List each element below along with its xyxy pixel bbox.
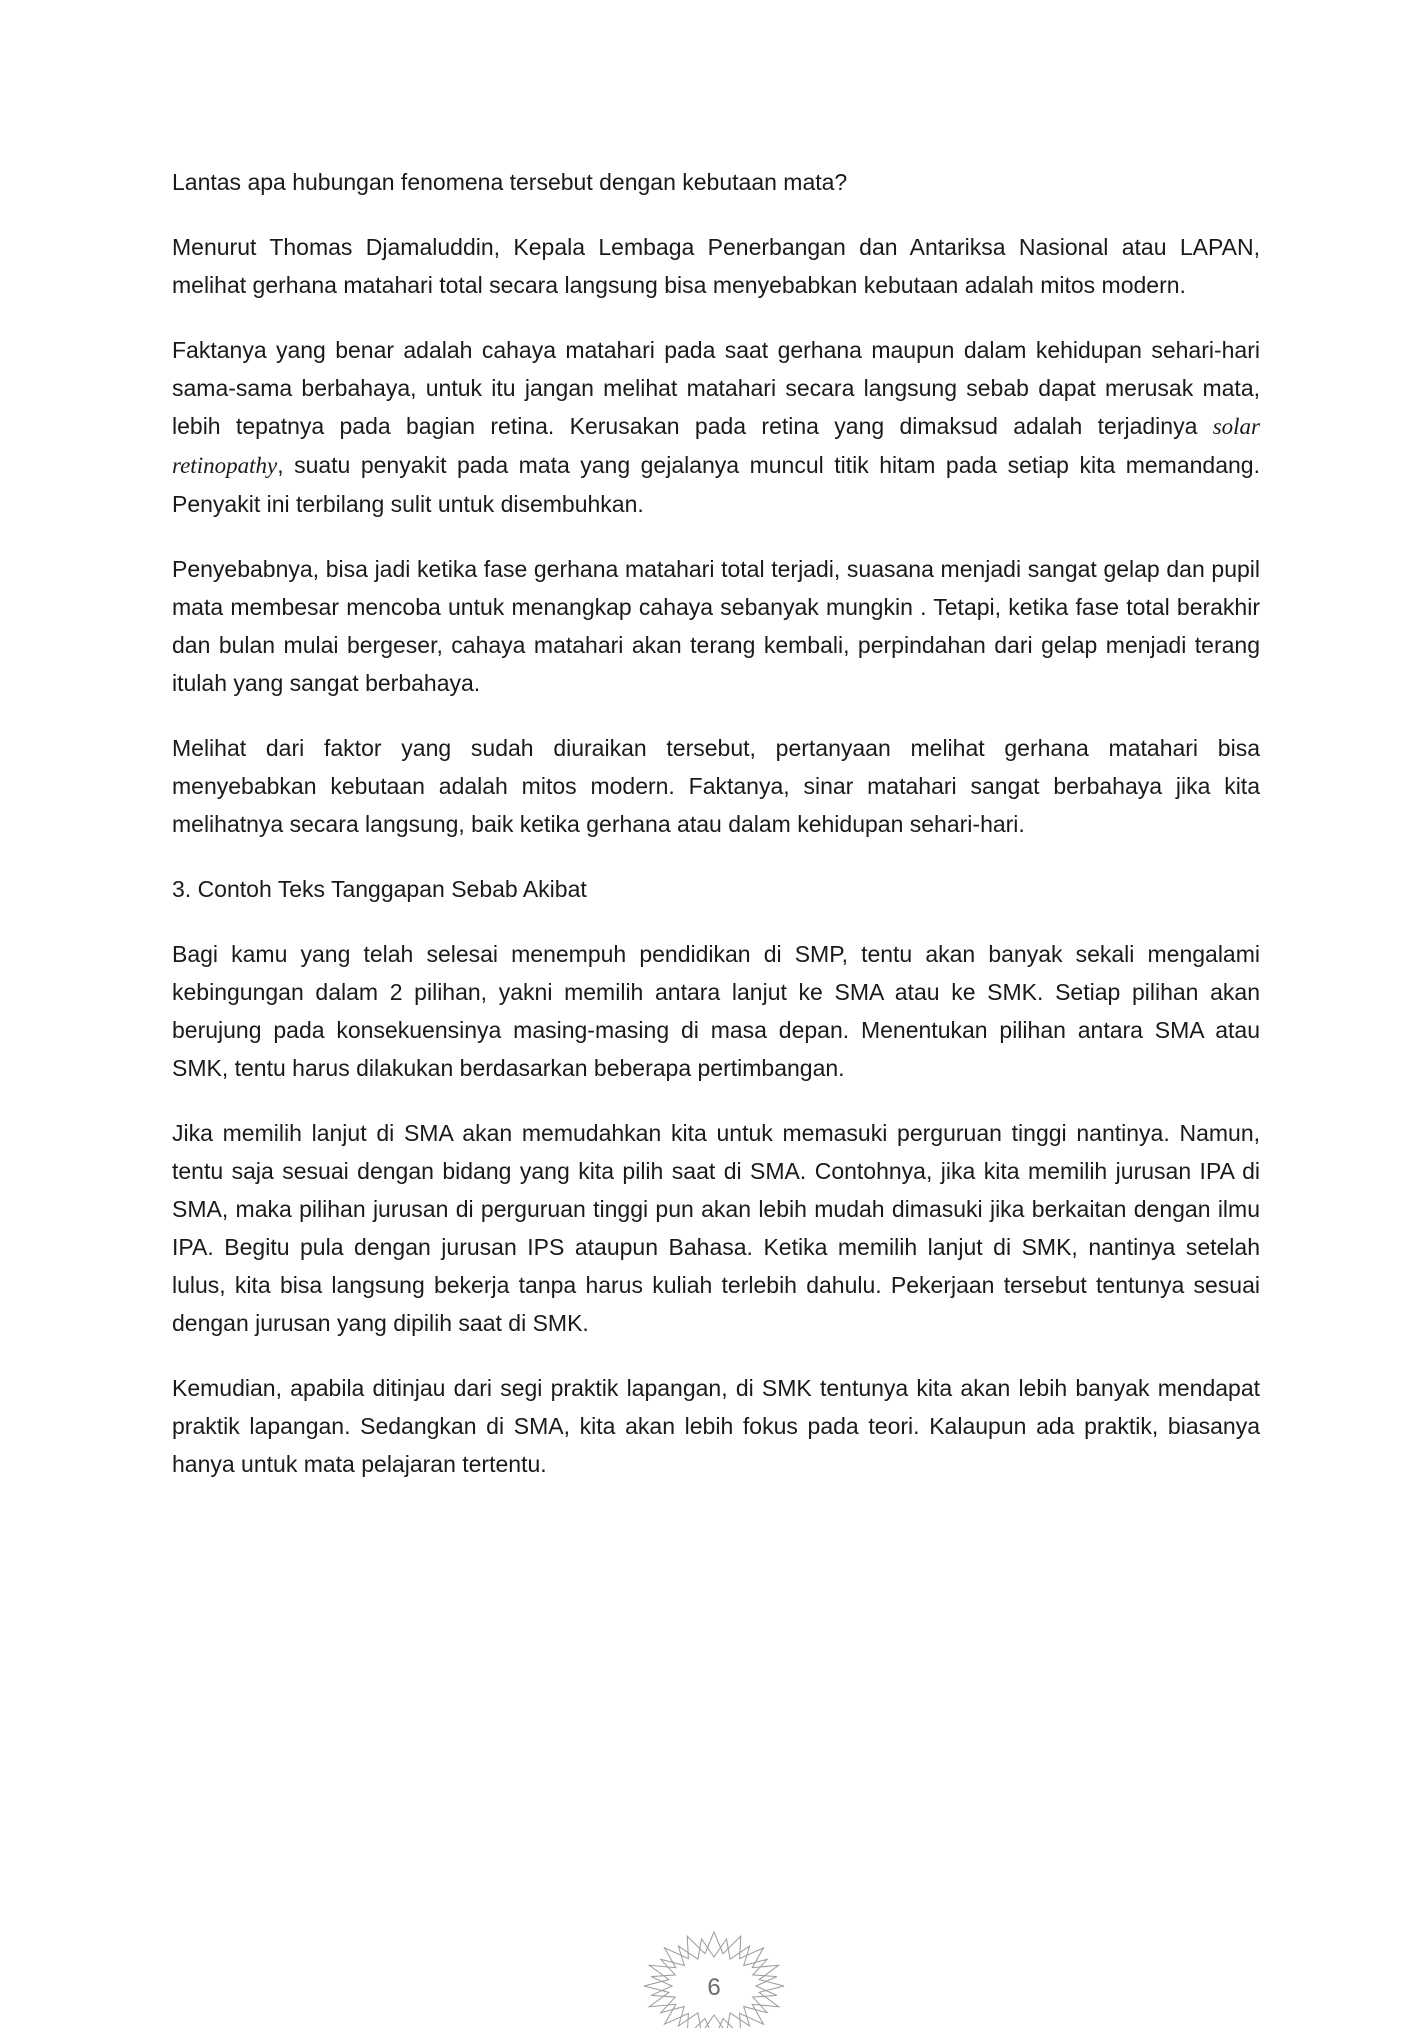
- paragraph-smp-pilihan: Bagi kamu yang telah selesai menempuh pendidikan di SMP, tentu akan banyak sekali mengalami kebingungan dalam 2 pilihan, yakni memilih antara lanjut ke SMA atau ke SMK. Setiap pilihan akan berujung pada konsekuensinya masing-masing di masa depan. Menentukan pilihan antara SMA atau SMK, tentu harus dilakukan berdasarkan beberapa pertimbangan.: [172, 941, 1260, 1081]
- italic-term-solar-retinopathy: solar retinopathy: [172, 414, 1260, 478]
- document-body: [172, 163, 1260, 1510]
- paragraph-sma-smk: Jika memilih lanjut di SMA akan memudahkan kita untuk memasuki perguruan tinggi nantinya. Namun, tentu saja sesuai dengan bidang yang kita pilih saat di SMA. Contohnya, jika kita memilih jurusan IPA di SMA, maka pilihan jurusan di perguruan tinggi pun akan lebih mudah dimasuki jika berkaitan dengan ilmu IPA. Begitu pula dengan jurusan IPS ataupun Bahasa. Ketika memilih lanjut di SMK, nantinya setelah lulus, kita bisa langsung bekerja tanpa harus kuliah terlebih dahulu. Pekerjaan tersebut tentunya sesuai dengan jurusan yang dipilih saat di SMK.: [172, 1120, 1260, 1336]
- paragraph-retina: [172, 331, 1260, 523]
- paragraph-praktik-lapangan: Kemudian, apabila ditinjau dari segi praktik lapangan, di SMK tentunya kita akan lebih banyak mendapat praktik lapangan. Sedangkan di SMA, kita akan lebih fokus pada teori. Kalaupun ada praktik, biasanya hanya untuk mata pelajaran tertentu.: [172, 1375, 1260, 1477]
- paragraph-retina-text-after: , suatu penyakit pada mata yang gejalanya muncul titik hitam pada setiap kita memandang. Penyakit ini terbilang sulit untuk disembuhkan.: [172, 452, 1260, 517]
- page-footer: [639, 1928, 789, 2028]
- paragraph-penyebab: Penyebabnya, bisa jadi ketika fase gerhana matahari total terjadi, suasana menjadi sangat gelap dan pupil mata membesar mencoba untuk menangkap cahaya sebanyak mungkin . Tetapi, ketika fase total berakhir dan bulan mulai bergeser, cahaya matahari akan terang kembali, perpindahan dari gelap menjadi terang itulah yang sangat berbahaya.: [172, 556, 1260, 696]
- paragraph-question: Lantas apa hubungan fenomena tersebut dengan kebutaan mata?: [172, 169, 848, 195]
- paragraph-lapan: Menurut Thomas Djamaluddin, Kepala Lembaga Penerbangan dan Antariksa Nasional atau LAPAN, melihat gerhana matahari total secara langsung bisa menyebabkan kebutaan adalah mitos modern.: [172, 234, 1260, 298]
- section-heading-contoh-teks: 3. Contoh Teks Tanggapan Sebab Akibat: [172, 876, 587, 902]
- page-number: 6: [707, 1974, 721, 2001]
- paragraph-retina-text-before: Faktanya yang benar adalah cahaya matahari pada saat gerhana maupun dalam kehidupan sehari-hari sama-sama berbahaya, untuk itu jangan melihat matahari secara langsung sebab dapat merusak mata, lebih tepatnya pada bagian retina. Kerusakan pada retina yang dimaksud adalah terjadinya: [172, 337, 1260, 439]
- paragraph-kesimpulan-mitos: Melihat dari faktor yang sudah diuraikan tersebut, pertanyaan melihat gerhana matahari bisa menyebabkan kebutaan adalah mitos modern. Faktanya, sinar matahari sangat berbahaya jika kita melihatnya secara langsung, baik ketika gerhana atau dalam kehidupan sehari-hari.: [172, 735, 1260, 837]
